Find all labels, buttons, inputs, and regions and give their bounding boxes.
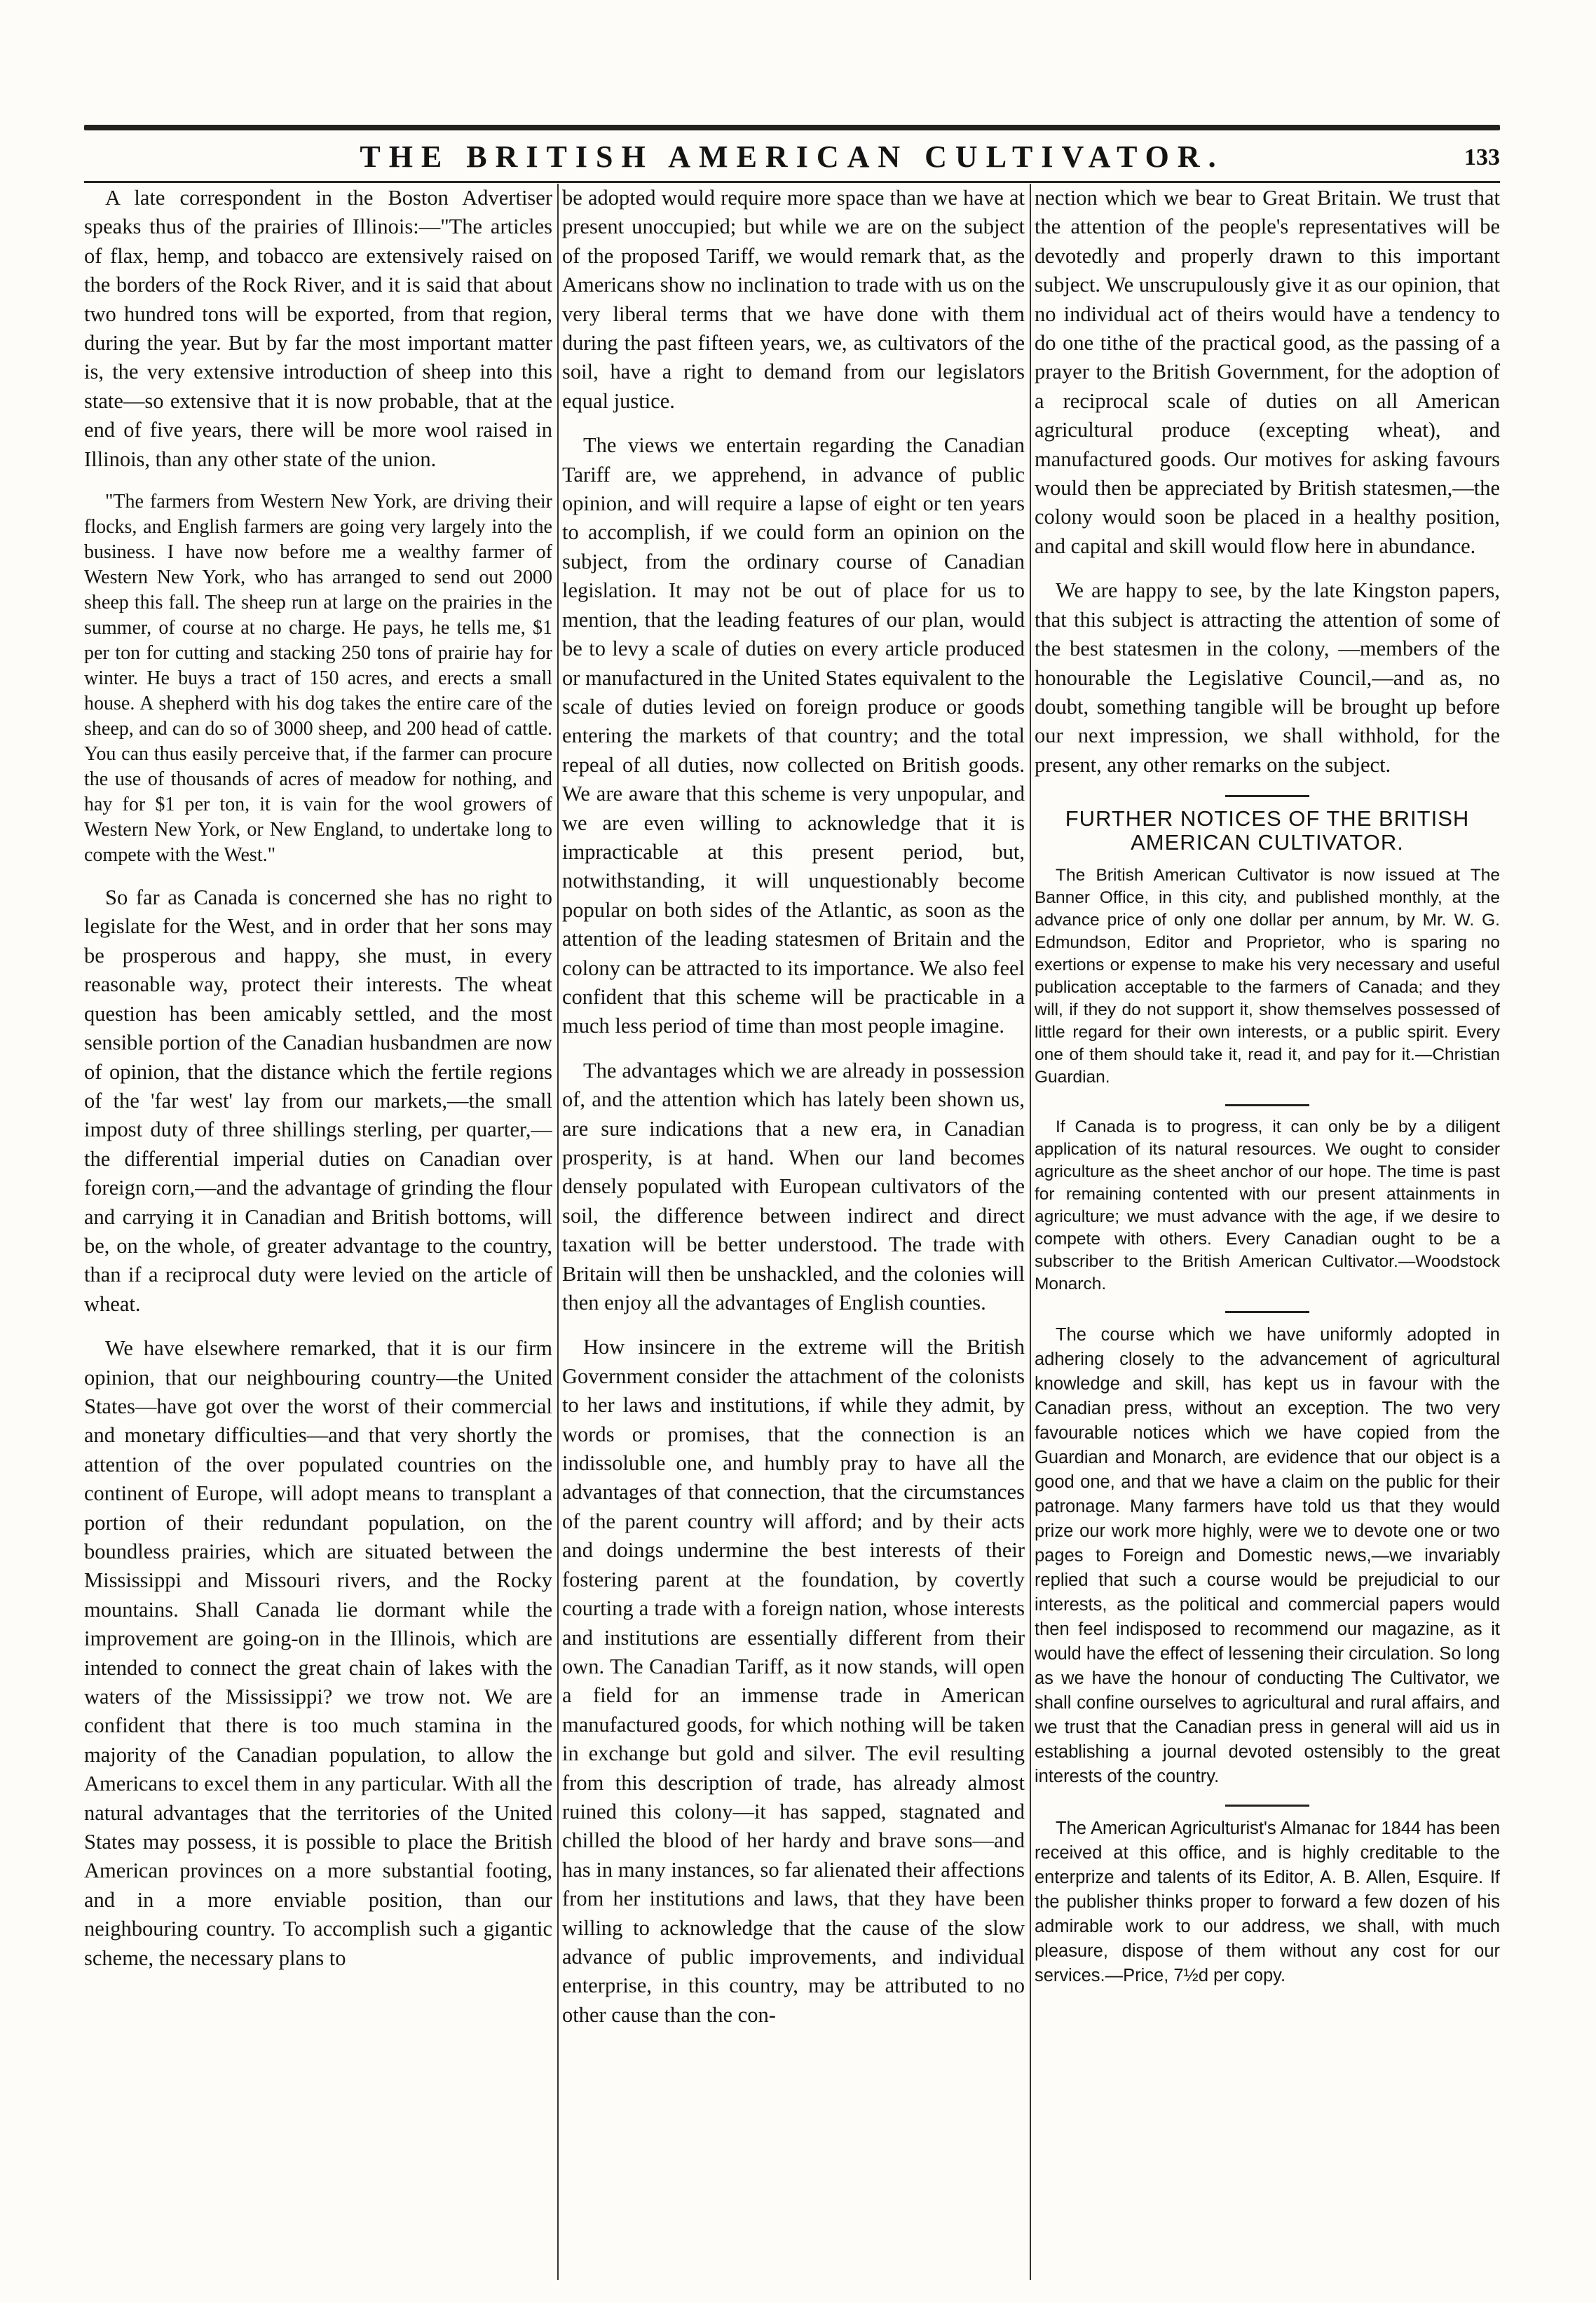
section-rule — [1225, 795, 1309, 797]
article-paragraph: How insincere in the extreme will the British Government consider the attachment of the colonists to her laws and institutions, if while they admit, by words or promises, that the connection is an indissoluble one, and humbly pray to have all the advantages of that connection, that the circumstances of the parent country will afford; and by their acts and doings undermine the best interests of their fostering parent at the foundation, by covertly courting a trade with a foreign nation, whose interests and institutions are essentially different from their own. The Canadian Tariff, as it now stands, will open a field for an immense trade in American manufactured goods, for which nothing will be taken in exchange but gold and silver. The evil resulting from this description of trade, has already almost ruined this colony—it has sapped, stagnated and chilled the blood of her hardy and brave sons—and has in many instances, so far alienated their affections from her institutions and laws, that they have been willing to acknowledge that the cause of the slow advance of public improvements, and individual enterprise, in this country, may be attributed to no other cause than the con- — [562, 1335, 1025, 2027]
press-notice: If Canada is to progress, it can only be by a diligent application of its natural resources. We ought to consider agriculture as the sheet anchor of our hope. The time is past for remaining contented with our present attainments in agriculture; we must advance with the age, if we desire to compete with others. Every Canadian ought to be a subscriber to the British American Cultivator.—Woodstock Monarch. — [1035, 1117, 1500, 1294]
column-divider — [1030, 184, 1031, 2280]
article-paragraph: We have elsewhere remarked, that it is our firm opinion, that our neighbouring country—the United States—have got over the worst of their commercial and monetary difficulties—and that very shortly the attention of the over populated countries on the continent of Europe, will adopt means to transplant a portion of their redundant population, on the boundless prairies, which are situated between the Mississippi and Missouri rivers, and the Rocky mountains. Shall Canada lie dormant while the improvement are going-on in the Illinois, which are intended to connect the great chain of lakes with the waters of the Mississippi? we trow not. We are confident that there is too much stamina in the majority of the Canadian population, to allow the Americans to excel them in any particular. With all the natural advantages that the territories of the United States may possess, it is possible to place the British American provinces on a more substantial footing, and in a more enviable position, than our neighbouring country. To accomplish such a gigantic scheme, the necessary plans to — [84, 1336, 552, 1970]
page-number: 133 — [1464, 144, 1500, 170]
notice-rule — [1225, 1104, 1309, 1106]
almanac-notice: The American Agriculturist's Almanac for 1844 has been received at this office, and is highly creditable to the enterprize and talents of its Editor, A. B. Allen, Esquire. If the publisher thinks proper to forward a few dozen of his admirable work to our address, we shall, with much pleasure, dispose of them without any cost for our services.—Price, 7½d per copy. — [1035, 1819, 1500, 1986]
top-rule — [84, 125, 1500, 130]
article-paragraph: A late correspondent in the Boston Advertiser speaks thus of the prairies of Illinois:—"The articles of flax, hemp, and tobacco are extensively raised on the borders of the Rock River, and it is said that about two hundred tons will be exported, from that region, during the year. But by far the most important matter is, the very extensive introduction of sheep into this state—so extensive that it is now probable, that at the end of five years, there will be more wool raised in Illinois, than any other state of the union. — [84, 186, 552, 471]
column-2 — [562, 184, 1025, 2282]
article-paragraph: nection which we bear to Great Britain. We trust that the attention of the people's representatives will be devotedly and properly drawn to this important subject. We unscrupulously give it as our opinion, that no individual act of theirs would have a tendency to do one tithe of the practical good, as the passing of a prayer to the British Government, for the adoption of a reciprocal scale of duties on all American agricultural produce (excepting wheat), and manufactured goods. Our motives for asking favours would then be appreciated by British statesmen,—the colony would soon be placed in a healthy position, and capital and skill would flow here in abundance. — [1035, 186, 1500, 558]
quoted-paragraph: "The farmers from Western New York, are driving their flocks, and English farmers are going very largely into the business. I have now before me a wealthy farmer of Western New York, who has arranged to send out 2000 sheep this fall. The sheep run at large on the prairies in the summer, of course at no charge. He pays, he tells me, $1 per ton for cutting and stacking 250 tons of prairie hay for winter. He buys a tract of 150 acres, and erects a small house. A shepherd with his dog takes the entire care of the sheep, and can do so of 3000 sheep, and 200 head of cattle. You can thus easily perceive that, if the farmer can procure the use of thousands of acres of meadow for nothing, and hay for $1 per ton, it is vain for the wool growers of Western New York, or New England, to undertake long to compete with the West." — [84, 491, 552, 867]
header-rule — [84, 181, 1500, 183]
article-paragraph: The advantages which we are already in possession of, and the attention which has lately been shown us, are sure indications that a new era, in Canadian prosperity, is at hand. When our land becomes densely populated with European cultivators of the soil, the difference between indirect and direct taxation will be better understood. The trade with Britain will then be unshackled, and the colonies will then enjoy all the advantages of English counties. — [562, 1058, 1025, 1315]
section-title: FURTHER NOTICES OF THE BRITISH AMERICAN CULTIVATOR. — [1065, 806, 1470, 855]
column-1 — [84, 184, 552, 2282]
column-divider — [557, 184, 559, 2280]
masthead-title: THE BRITISH AMERICAN CULTIVATOR. — [360, 140, 1225, 174]
article-paragraph: be adopted would require more space than we have at present unoccupied; but while we are on the subject of the proposed Tariff, we would remark that, as the Americans show no inclination to trade with us on the very liberal terms that we have done with them during the past fifteen years, we, as cultivators of the soil, have a right to demand from our legislators equal justice. — [562, 186, 1025, 413]
article-paragraph: We are happy to see, by the late Kingston papers, that this subject is attracting the attention of some of the best statesmen in the colony, —members of the honourable the Legislative Council,—and as, no doubt, something tangible will be brought up before our next impression, we shall withhold, for the present, any other remarks on the subject. — [1035, 578, 1500, 777]
article-paragraph: So far as Canada is concerned she has no right to legislate for the West, and in order that her sons may be prosperous and happy, she must, in every reasonable way, protect their interests. The wheat question has been amicably settled, and the most sensible portion of the Canadian husbandmen are now of opinion, that the distance which the fertile regions of the 'far west' lay from our markets,—the small impost duty of three shillings sterling, per quarter,—the differential imperial duties on Canadian over foreign corn,—and the advantage of grinding the flour and carrying it in Canadian and British bottoms, will be, on the whole, of greater advantage to the country, than if a reciprocal duty were levied on the article of wheat. — [84, 885, 552, 1316]
column-3 — [1035, 184, 1500, 2282]
article-paragraph: The views we entertain regarding the Canadian Tariff are, we apprehend, in advance of public opinion, and will require a lapse of eight or ten years to accomplish, if we could form an opinion on the subject, from the ordinary course of Canadian legislation. It may not be out of place for us to mention, that the leading features of our plan, would be to levy a scale of duties on every article produced or manufactured in the United States equivalent to the scale of duties levied on foreign produce or goods entering the markets of that country; and the total repeal of all duties, now collected on British goods. We are aware that this scheme is very unpopular, and we are even willing to acknowledge that it is impracticable at this present period, but, notwithstanding, it will unquestionably become popular on both sides of the Atlantic, as soon as the attention of the leading statesmen of Britain and the colony can be attracted to its importance. We also feel confident that this scheme will be practicable in a much less period of time than most people imagine. — [562, 433, 1025, 1038]
notice-rule — [1225, 1805, 1309, 1807]
article-paragraph: The course which we have uniformly adopted in adhering closely to the advancement of agricultural knowledge and skill, has kept us in favour with the Canadian press, without an exception. The two very favourable notices which we have copied from the Guardian and Monarch, are evidence that our object is a good one, and that we have a claim on the public for their patronage. Many farmers have told us that they would prize our work more highly, were we to devote one or two pages to Foreign and Domestic news,—we invariably replied that such a course would be prejudicial to our interests, as the political and commercial papers would then feel indisposed to recommend our magazine, as it would have the effect of lessening their circulation. So long as we have the honour of conducting The Cultivator, we shall confine ourselves to agricultural and rural affairs, and we trust that the Canadian press in general will aid us in establishing a journal devoted ostensibly to the great interests of the country. — [1035, 1325, 1500, 1787]
page-header — [84, 137, 1500, 178]
notice-rule — [1225, 1311, 1309, 1313]
press-notice: The British American Cultivator is now issued at The Banner Office, in this city, and published monthly, at the advance price of only one dollar per annum, by Mr. W. G. Edmundson, Editor and Proprietor, who is sparing no exertions or expense to make his very necessary and useful publication acceptable to the farmers of Canada; and they will, if they do not support it, show themselves possessed of little regard for their own interests, or a public spirit. Every one of them should take it, read it, and pay for it.—Christian Guardian. — [1035, 866, 1500, 1087]
